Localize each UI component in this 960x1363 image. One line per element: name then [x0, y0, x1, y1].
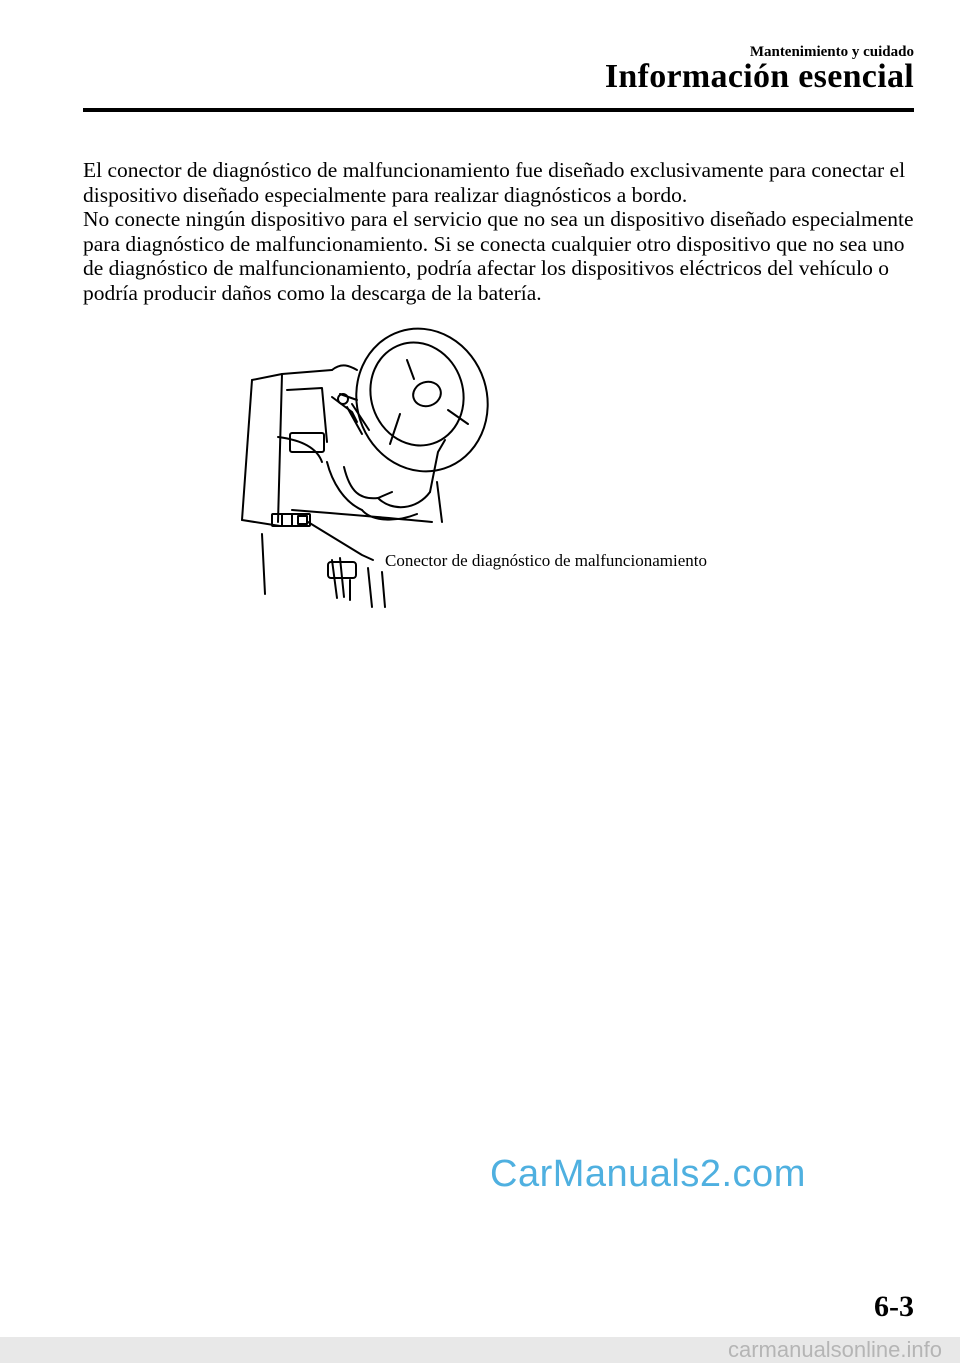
- paragraph-1: El conector de diagnóstico de malfuncionamiento fue diseñado exclusivamente para conectar el dispositivo diseñado especialmente para realizar diagnósticos a bordo.: [83, 158, 906, 207]
- header-divider: [83, 108, 914, 112]
- connector-callout-label: Conector de diagnóstico de malfuncionamiento: [385, 551, 707, 570]
- section-label: Mantenimiento y cuidado: [749, 44, 914, 60]
- footer-url[interactable]: carmanualsonline.info: [727, 1337, 942, 1362]
- page-title: Información esencial: [604, 58, 914, 95]
- watermark-logo: CarManuals2.com: [490, 1153, 806, 1195]
- body-text: [83, 158, 923, 306]
- paragraph-2: No conecte ningún dispositivo para el servicio que no sea un dispositivo diseñado especialmente para diagnóstico de malfuncionamiento. Si se conecta cualquier otro dispositivo que no sea uno de diagnóstico de malfuncionamiento, podría afectar los dispositivos eléctricos del vehículo o podría producir daños como la descarga de la batería.: [83, 207, 914, 305]
- page-number: 6-3: [874, 1290, 914, 1323]
- footer-bar: [0, 1337, 960, 1363]
